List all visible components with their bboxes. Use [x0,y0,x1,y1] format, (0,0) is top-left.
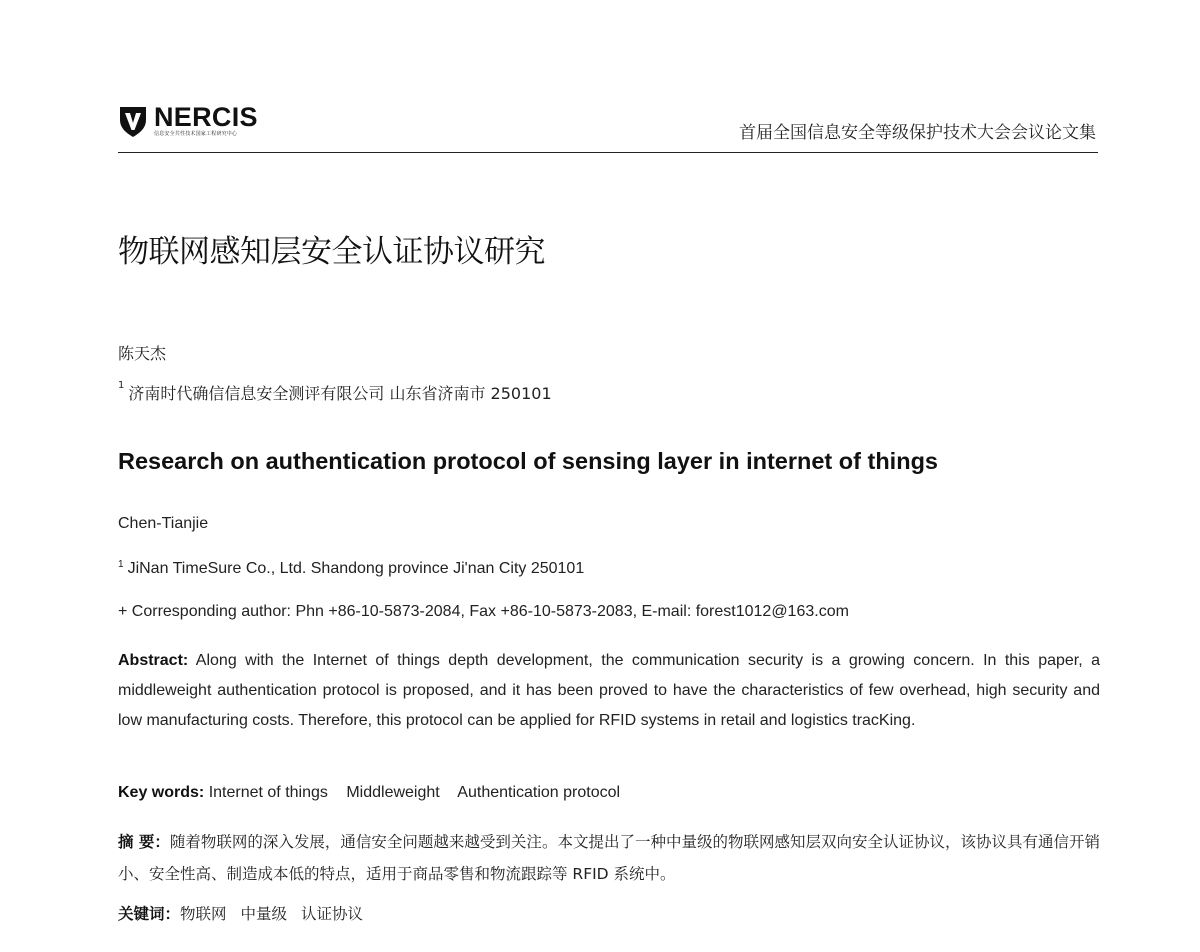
cn-keyword: 认证协议 [301,905,364,923]
logo-subtitle: 信息安全共性技术国家工程研究中心 [154,131,238,137]
keyword: Middleweight [346,784,440,801]
nercis-logo [118,104,258,138]
cn-keywords-label: 关键词： [118,905,181,923]
abstract-text: Along with the Internet of things depth development, the communication security is a growing concern. In this paper, a middleweight authentication protocol is proposed, and it has been proved to have the characteristics of few overhead, high security and low manufacturing costs. Therefore, this protocol can be applied for RFID systems in retail and logistics tracKing. [118,652,1101,729]
chinese-affiliation [118,381,552,404]
cn-keyword: 中量级 [240,905,288,923]
chinese-author: 陈天杰 [118,344,167,363]
cn-keyword: 物联网 [180,905,227,923]
chinese-affiliation-text: 济南时代确信信息安全测评有限公司 山东省济南市 250101 [128,384,552,403]
keyword: Internet of things [208,784,328,801]
conference-title: 首届全国信息安全等级保护技术大会会议论文集 [739,123,1096,143]
chinese-affiliation-marker: 1 [118,380,125,391]
chinese-title: 物联网感知层安全认证协议研究 [118,234,545,270]
chinese-abstract [118,826,1100,890]
corresponding-author: + Corresponding author: Phn +86-10-5873-2084, Fax +86-10-5873-2083, E-mail: forest1012@163.com [118,603,849,620]
shield-logo-icon [118,104,148,138]
keyword: Authentication protocol [457,784,621,801]
cn-abstract-label: 摘 要： [118,833,170,851]
abstract-label: Abstract: [118,652,189,669]
cn-abstract-text: 随着物联网的深入发展，通信安全问题越来越受到关注。本文提出了一种中量级的物联网感知层双向安全认证协议，该协议具有通信开销小、安全性高、制造成本低的特点，适用于商品零售和物流跟踪等 RFID 系统中。 [118,833,1100,883]
keywords-label: Key words: [118,784,205,801]
english-affiliation-text: JiNan TimeSure Co., Ltd. Shandong province Ji'nan City 250101 [127,560,585,577]
english-abstract [118,646,1100,736]
english-author: Chen-Tianjie [118,515,209,532]
logo-name: NERCIS [154,102,258,132]
english-title: Research on authentication protocol of sensing layer in internet of things [118,448,938,474]
english-affiliation [118,560,584,578]
chinese-keywords [118,902,377,924]
english-keywords [118,784,634,802]
english-affiliation-marker: 1 [118,559,124,570]
header-divider [118,152,1098,153]
